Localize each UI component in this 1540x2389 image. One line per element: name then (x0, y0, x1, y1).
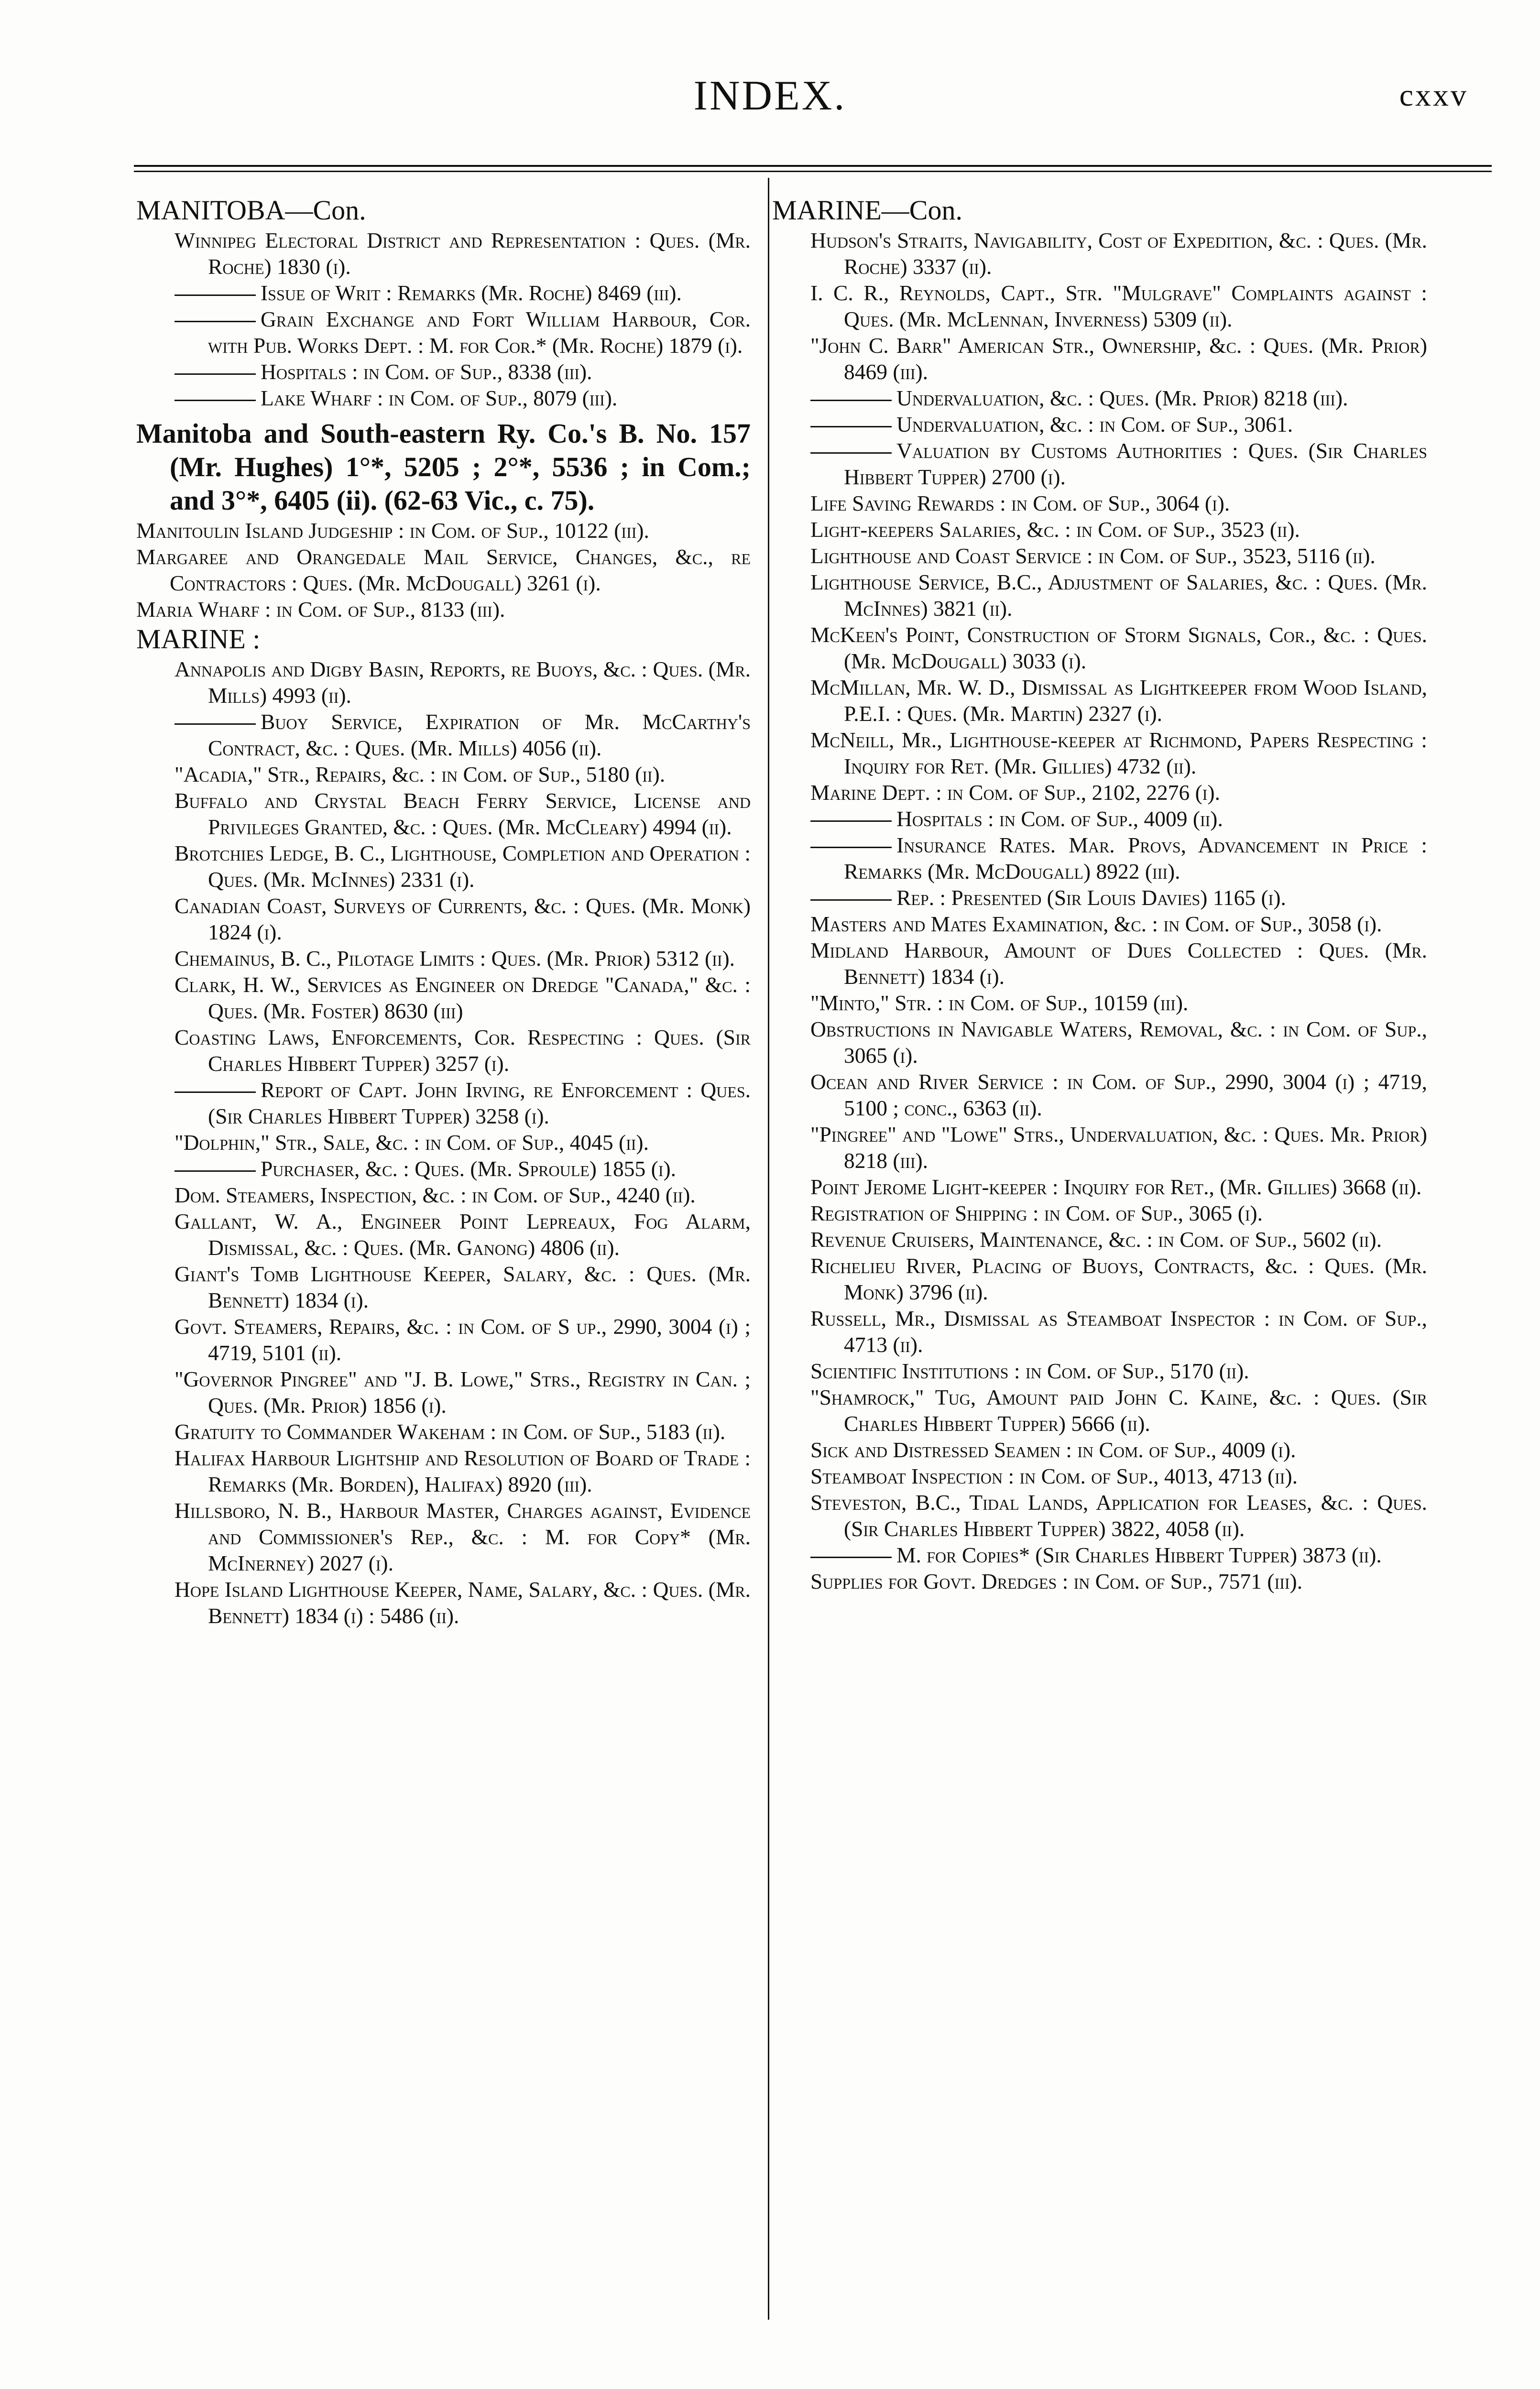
index-entry (136, 306, 751, 359)
entry-text: Margaree and Orangedale Mail Service, Changes, &c., re Contractors : Ques. (Mr. McDougall) 3261 (i). (136, 545, 751, 595)
ditto-dash (175, 723, 256, 725)
entry-text: Valuation by Customs Authorities : Ques. (Sir Charles Hibbert Tupper) 2700 (i). (844, 438, 1427, 489)
ditto-dash (175, 1170, 256, 1172)
index-entry (136, 1077, 751, 1129)
entry-text: Annapolis and Digby Basin, Reports, re Buoys, &c. : Ques. (Mr. Mills) 4993 (ii). (175, 657, 751, 708)
index-entry (772, 411, 1427, 437)
entry-text: M. for Copies* (Sir Charles Hibbert Tupper) 3873 (ii). (896, 1543, 1382, 1567)
right-column (772, 194, 1427, 1594)
entry-text: Coasting Laws, Enforcements, Cor. Respecting : Ques. (Sir Charles Hibbert Tupper) 3257 (i). (175, 1025, 751, 1076)
index-entry (136, 1156, 751, 1182)
entry-text: Supplies for Govt. Dredges : in Com. of Sup., 7571 (iii). (810, 1569, 1303, 1593)
index-entry (772, 1437, 1427, 1463)
entry-text: Grain Exchange and Fort William Harbour, Cor. with Pub. Works Dept. : M. for Cor.* (Mr. Roche) 1879 (i). (208, 307, 751, 358)
entry-text: Revenue Cruisers, Maintenance, &c. : in Com. of Sup., 5602 (ii). (810, 1227, 1382, 1252)
index-entry (136, 893, 751, 945)
index-entry (772, 569, 1427, 622)
entry-text: Gratuity to Commander Wakeham : in Com. of Sup., 5183 (ii). (175, 1419, 726, 1444)
index-entry (136, 359, 751, 385)
entry-text: Sick and Distressed Seamen : in Com. of Sup., 4009 (i). (810, 1438, 1296, 1462)
entry-text: Halifax Harbour Lightship and Resolution of Board of Trade : Remarks (Mr. Borden), Halifax) 8920 (iii). (175, 1446, 751, 1496)
entry-text: Hudson's Straits, Navigability, Cost of Expedition, &c. : Ques. (Mr. Roche) 3337 (ii). (810, 228, 1427, 279)
entry-text: Chemainus, B. C., Pilotage Limits : Ques. (Mr. Prior) 5312 (ii). (175, 946, 735, 971)
header-rule (134, 165, 1492, 167)
index-entry (136, 1366, 751, 1418)
index-entry (136, 709, 751, 761)
ditto-dash (810, 820, 892, 822)
index-entry (136, 1576, 751, 1629)
entry-text: MANITOBA—Con. (136, 195, 366, 226)
entry-text: Life Saving Rewards : in Com. of Sup., 3064 (i). (810, 491, 1230, 515)
index-entry (772, 280, 1427, 332)
entry-text: Rep. : Presented (Sir Louis Davies) 1165 (i). (896, 885, 1286, 910)
entry-text: "Minto," Str. : in Com. of Sup., 10159 (iii). (810, 991, 1189, 1015)
index-entry (772, 516, 1427, 543)
entry-text: Richelieu River, Placing of Buoys, Contracts, &c. : Ques. (Mr. Monk) 3796 (ii). (810, 1254, 1427, 1304)
index-entry (772, 437, 1427, 490)
index-entry (772, 332, 1427, 385)
ditto-dash (175, 321, 256, 322)
entry-text: I. C. R., Reynolds, Capt., Str. "Mulgrave" Complaints against : Ques. (Mr. McLennan, Inverness) 5309 (ii). (810, 281, 1427, 331)
index-entry (772, 727, 1427, 779)
index-entry (772, 1463, 1427, 1489)
entry-text: "Governor Pingree" and "J. B. Lowe," Strs., Registry in Can. ; Ques. (Mr. Prior) 1856 (i). (175, 1367, 751, 1418)
entry-text: Lighthouse and Coast Service : in Com. of Sup., 3523, 5116 (ii). (810, 544, 1376, 568)
section-heading (136, 194, 751, 227)
index-entry (136, 417, 751, 517)
entry-text: Russell, Mr., Dismissal as Steamboat Inspector : in Com. of Sup., 4713 (ii). (810, 1306, 1427, 1357)
entry-text: Steveston, B.C., Tidal Lands, Application for Leases, &c. : Ques. (Sir Charles Hibbert Tupper) 3822, 4058 (ii). (810, 1490, 1427, 1541)
entry-text: Maria Wharf : in Com. of Sup., 8133 (iii). (136, 597, 505, 622)
ditto-dash (810, 426, 892, 427)
entry-text: Dom. Steamers, Inspection, &c. : in Com. of Sup., 4240 (ii). (175, 1183, 696, 1207)
entry-text: Masters and Mates Examination, &c. : in Com. of Sup., 3058 (i). (810, 912, 1382, 936)
index-entry (772, 1121, 1427, 1174)
index-entry (136, 544, 751, 596)
ditto-dash (810, 1557, 892, 1558)
index-entry (772, 884, 1427, 911)
index-entry (772, 622, 1427, 674)
index-entry (136, 971, 751, 1024)
index-entry (772, 779, 1427, 806)
entry-text: Point Jerome Light-keeper : Inquiry for Ret., (Mr. Gillies) 3668 (ii). (810, 1175, 1422, 1199)
entry-text: Canadian Coast, Surveys of Currents, &c. : Ques. (Mr. Monk) 1824 (i). (175, 894, 751, 944)
index-entry (136, 1497, 751, 1576)
index-entry (772, 832, 1427, 884)
index-entry (136, 787, 751, 840)
entry-text: McNeill, Mr., Lighthouse-keeper at Richmond, Papers Respecting : Inquiry for Ret. (Mr. Gillies) 4732 (ii). (810, 728, 1427, 778)
index-entry (772, 1489, 1427, 1542)
entry-text: "John C. Barr" American Str., Ownership, &c. : Ques. (Mr. Prior) 8469 (iii). (810, 333, 1427, 384)
index-entry (772, 543, 1427, 569)
index-entry (772, 1568, 1427, 1594)
entry-text: McKeen's Point, Construction of Storm Signals, Cor., &c. : Ques. (Mr. McDougall) 3033 (i). (810, 622, 1427, 673)
entry-text: Light-keepers Salaries, &c. : in Com. of Sup., 3523 (ii). (810, 517, 1300, 542)
left-column (136, 194, 751, 1629)
entry-text: Ocean and River Service : in Com. of Sup., 2990, 3004 (i) ; 4719, 5100 ; conc., 6363 (ii). (810, 1069, 1427, 1120)
index-entry (772, 1200, 1427, 1226)
entry-text: Winnipeg Electoral District and Representation : Ques. (Mr. Roche) 1830 (i). (175, 228, 751, 279)
index-entry (772, 490, 1427, 516)
ditto-dash (175, 1091, 256, 1093)
index-entry (772, 990, 1427, 1016)
ditto-dash (810, 847, 892, 848)
entry-text: McMillan, Mr. W. D., Dismissal as Lightkeeper from Wood Island, P.E.I. : Ques. (Mr. Martin) 2327 (i). (810, 675, 1427, 726)
entry-text: Marine Dept. : in Com. of Sup., 2102, 2276 (i). (810, 780, 1220, 805)
section-heading (772, 194, 1427, 227)
page-header (0, 72, 1540, 134)
index-entry (772, 1542, 1427, 1568)
index-entry (136, 1024, 751, 1077)
entry-text: "Acadia," Str., Repairs, &c. : in Com. of Sup., 5180 (ii). (175, 762, 666, 786)
index-entry (772, 227, 1427, 280)
entry-text: Hillsboro, N. B., Harbour Master, Charges against, Evidence and Commissioner's Rep., &c. : M. for Copy* (Mr. McInerney) 2027 (i). (175, 1498, 751, 1575)
index-entry (136, 517, 751, 544)
entry-text: Buffalo and Crystal Beach Ferry Service, License and Privileges Granted, &c. : Ques. (Mr. McCleary) 4994 (ii). (175, 788, 751, 839)
entry-text: Undervaluation, &c. : Ques. (Mr. Prior) 8218 (iii). (896, 386, 1348, 410)
entry-text: Lighthouse Service, B.C., Adjustment of Salaries, &c. : Ques. (Mr. McInnes) 3821 (ii). (810, 570, 1427, 621)
entry-text: Manitoba and South-eastern Ry. Co.'s B. No. 157 (Mr. Hughes) 1°*, 5205 ; 2°*, 5536 ; in Com.; and 3°*, 6405 (ii). (62-63 Vic., c. 75). (136, 418, 751, 516)
entry-text: Clark, H. W., Services as Engineer on Dredge "Canada," &c. : Ques. (Mr. Foster) 8630 (iii) (175, 972, 751, 1023)
ditto-dash (810, 400, 892, 401)
entry-text: Hope Island Lighthouse Keeper, Name, Salary, &c. : Ques. (Mr. Bennett) 1834 (i) : 5486 (ii). (175, 1577, 751, 1628)
entry-text: Issue of Writ : Remarks (Mr. Roche) 8469 (iii). (261, 281, 682, 305)
entry-text: "Shamrock," Tug, Amount paid John C. Kaine, &c. : Ques. (Sir Charles Hibbert Tupper) 5666 (ii). (810, 1385, 1427, 1436)
index-entry (136, 1418, 751, 1445)
index-entry (772, 806, 1427, 832)
ditto-dash (810, 899, 892, 901)
entry-text: MARINE—Con. (772, 195, 962, 226)
index-entry (136, 945, 751, 971)
entry-text: Gallant, W. A., Engineer Point Lepreaux, Fog Alarm, Dismissal, &c. : Ques. (Mr. Ganong) 4806 (ii). (175, 1209, 751, 1260)
entry-text: Hospitals : in Com. of Sup., 4009 (ii). (896, 807, 1223, 831)
ditto-dash (810, 452, 892, 454)
index-entry (772, 1016, 1427, 1069)
index-entry (772, 1384, 1427, 1437)
index-entry (772, 911, 1427, 937)
entry-text: Manitoulin Island Judgeship : in Com. of Sup., 10122 (iii). (136, 518, 649, 543)
ditto-dash (175, 400, 256, 401)
index-entry (136, 840, 751, 893)
index-entry (136, 761, 751, 787)
entry-text: Obstructions in Navigable Waters, Removal, &c. : in Com. of Sup., 3065 (i). (810, 1017, 1427, 1068)
page-number: cxxv (1399, 78, 1468, 113)
index-entry (136, 227, 751, 280)
entry-text: Report of Capt. John Irving, re Enforcement : Ques. (Sir Charles Hibbert Tupper) 3258 (i). (208, 1078, 751, 1128)
entry-text: "Pingree" and "Lowe" Strs., Undervaluation, &c. : Ques. Mr. Prior) 8218 (iii). (810, 1122, 1427, 1173)
entry-text: Govt. Steamers, Repairs, &c. : in Com. of S up., 2990, 3004 (i) ; 4719, 5101 (ii). (175, 1314, 751, 1365)
index-entry (772, 674, 1427, 727)
index-entry (136, 1208, 751, 1261)
entry-text: Steamboat Inspection : in Com. of Sup., 4013, 4713 (ii). (810, 1464, 1298, 1488)
index-entry (136, 1129, 751, 1156)
index-entry (772, 1305, 1427, 1358)
entry-text: Purchaser, &c. : Ques. (Mr. Sproule) 1855 (i). (261, 1156, 677, 1181)
entry-text: Hospitals : in Com. of Sup., 8338 (iii). (261, 360, 592, 384)
entry-text: "Dolphin," Str., Sale, &c. : in Com. of Sup., 4045 (ii). (175, 1130, 649, 1155)
section-heading (136, 622, 751, 656)
index-entry (136, 280, 751, 306)
index-entry (772, 385, 1427, 411)
index-entry (772, 1069, 1427, 1121)
entry-text: MARINE : (136, 623, 261, 655)
entry-text: Giant's Tomb Lighthouse Keeper, Salary, &c. : Ques. (Mr. Bennett) 1834 (i). (175, 1262, 751, 1312)
entry-text: Scientific Institutions : in Com. of Sup., 5170 (ii). (810, 1359, 1249, 1383)
entry-text: Insurance Rates. Mar. Provs, Advancement in Price : Remarks (Mr. McDougall) 8922 (iii). (844, 833, 1427, 884)
index-entry (136, 1445, 751, 1497)
entry-text: Undervaluation, &c. : in Com. of Sup., 3061. (896, 412, 1293, 436)
index-entry (772, 1358, 1427, 1384)
index-entry (136, 385, 751, 411)
entry-text: Brotchies Ledge, B. C., Lighthouse, Completion and Operation : Ques. (Mr. McInnes) 2331 (i). (175, 841, 751, 892)
index-entry (136, 1261, 751, 1313)
entry-text: Registration of Shipping : in Com. of Sup., 3065 (i). (810, 1201, 1263, 1225)
index-entry (136, 656, 751, 709)
column-divider (768, 178, 769, 2320)
entry-text: Buoy Service, Expiration of Mr. McCarthy's Contract, &c. : Ques. (Mr. Mills) 4056 (ii). (208, 709, 751, 760)
ditto-dash (175, 295, 256, 296)
index-entry (136, 596, 751, 622)
index-entry (136, 1313, 751, 1366)
entry-text: Midland Harbour, Amount of Dues Collected : Ques. (Mr. Bennett) 1834 (i). (810, 938, 1427, 989)
page-title: INDEX. (693, 73, 847, 119)
entry-text: Lake Wharf : in Com. of Sup., 8079 (iii). (261, 386, 618, 410)
index-entry (772, 1226, 1427, 1253)
header-rule-double (134, 171, 1492, 172)
index-entry (772, 1174, 1427, 1200)
index-entry (772, 937, 1427, 990)
ditto-dash (175, 373, 256, 375)
index-entry (136, 1182, 751, 1208)
index-entry (772, 1253, 1427, 1305)
